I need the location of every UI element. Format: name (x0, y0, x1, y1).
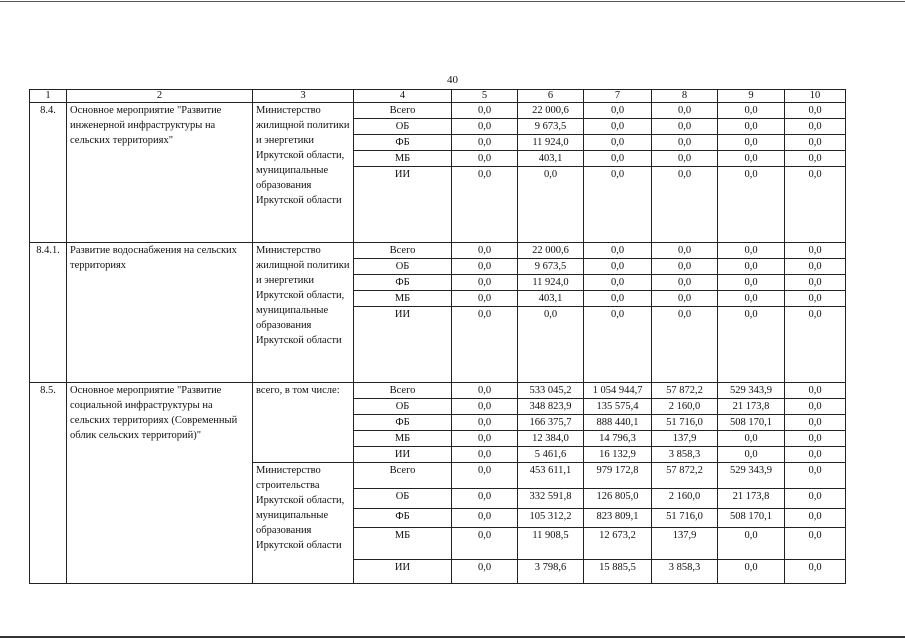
value-cell: 0,0 (584, 151, 652, 167)
value-cell: 0,0 (584, 259, 652, 275)
value-cell: 0,0 (584, 291, 652, 307)
value-cell: 0,0 (785, 463, 846, 489)
table-row (30, 103, 846, 119)
value-cell: 22 000,6 (518, 103, 584, 119)
value-cell: 0,0 (452, 103, 518, 119)
value-cell: 0,0 (785, 431, 846, 447)
value-cell: 51 716,0 (652, 415, 718, 431)
value-cell: 0,0 (652, 275, 718, 291)
value-cell: 137,9 (652, 528, 718, 560)
value-cell: 11 908,5 (518, 528, 584, 560)
value-cell: 0,0 (452, 167, 518, 243)
value-cell: 0,0 (718, 259, 785, 275)
value-cell: 135 575,4 (584, 399, 652, 415)
value-cell: 0,0 (584, 307, 652, 383)
column-header: 2 (67, 90, 253, 103)
value-cell: 0,0 (785, 119, 846, 135)
value-cell: 12 384,0 (518, 431, 584, 447)
value-cell: 0,0 (785, 151, 846, 167)
value-cell: 15 885,5 (584, 560, 652, 584)
value-cell: 0,0 (452, 119, 518, 135)
funding-source: Всего (354, 243, 452, 259)
value-cell: 0,0 (652, 135, 718, 151)
value-cell: 11 924,0 (518, 275, 584, 291)
value-cell: 0,0 (452, 243, 518, 259)
value-cell: 0,0 (452, 415, 518, 431)
value-cell: 2 160,0 (652, 399, 718, 415)
value-cell: 57 872,2 (652, 383, 718, 399)
page-number: 40 (447, 74, 458, 86)
value-cell: 0,0 (718, 151, 785, 167)
value-cell: 0,0 (452, 560, 518, 584)
value-cell: 508 170,1 (718, 415, 785, 431)
value-cell: 22 000,6 (518, 243, 584, 259)
funding-source: Всего (354, 103, 452, 119)
value-cell: 14 796,3 (584, 431, 652, 447)
value-cell: 0,0 (785, 167, 846, 243)
value-cell: 0,0 (652, 167, 718, 243)
value-cell: 0,0 (452, 399, 518, 415)
value-cell: 979 172,8 (584, 463, 652, 489)
value-cell: 5 461,6 (518, 447, 584, 463)
value-cell: 21 173,8 (718, 399, 785, 415)
value-cell: 0,0 (652, 243, 718, 259)
value-cell: 0,0 (652, 307, 718, 383)
value-cell: 0,0 (718, 103, 785, 119)
value-cell: 0,0 (452, 447, 518, 463)
section-code: 8.4.1. (30, 243, 67, 383)
column-header: 1 (30, 90, 67, 103)
funding-source: ОБ (354, 489, 452, 509)
value-cell: 0,0 (785, 399, 846, 415)
budget-table (29, 89, 846, 584)
value-cell: 403,1 (518, 291, 584, 307)
value-cell: 0,0 (584, 119, 652, 135)
value-cell: 0,0 (785, 509, 846, 528)
funding-source: ФБ (354, 135, 452, 151)
value-cell: 0,0 (785, 291, 846, 307)
value-cell: 0,0 (452, 383, 518, 399)
table-row (30, 383, 846, 399)
value-cell: 0,0 (452, 259, 518, 275)
value-cell: 529 343,9 (718, 383, 785, 399)
table-row (30, 243, 846, 259)
funding-source: ФБ (354, 415, 452, 431)
value-cell: 9 673,5 (518, 119, 584, 135)
value-cell: 529 343,9 (718, 463, 785, 489)
funding-source: ИИ (354, 447, 452, 463)
value-cell: 0,0 (718, 275, 785, 291)
funding-source: ИИ (354, 560, 452, 584)
value-cell: 0,0 (718, 167, 785, 243)
value-cell: 403,1 (518, 151, 584, 167)
value-cell: 57 872,2 (652, 463, 718, 489)
value-cell: 508 170,1 (718, 509, 785, 528)
value-cell: 0,0 (518, 307, 584, 383)
value-cell: 0,0 (785, 489, 846, 509)
value-cell: 51 716,0 (652, 509, 718, 528)
value-cell: 0,0 (452, 307, 518, 383)
section-code: 8.4. (30, 103, 67, 243)
value-cell: 453 611,1 (518, 463, 584, 489)
value-cell: 0,0 (452, 291, 518, 307)
value-cell: 126 805,0 (584, 489, 652, 509)
value-cell: 0,0 (785, 307, 846, 383)
value-cell: 0,0 (785, 135, 846, 151)
section-code: 8.5. (30, 383, 67, 584)
value-cell: 0,0 (452, 509, 518, 528)
section-name: Основное мероприятие "Развитие социальной инфраструктуры на сельских территориях (Современный облик сельских территорий)" (67, 383, 253, 584)
value-cell: 0,0 (785, 447, 846, 463)
funding-source: ОБ (354, 259, 452, 275)
value-cell: 0,0 (584, 243, 652, 259)
value-cell: 0,0 (718, 447, 785, 463)
value-cell: 0,0 (718, 135, 785, 151)
value-cell: 0,0 (584, 167, 652, 243)
funding-source: Всего (354, 383, 452, 399)
section-name: Основное мероприятие "Развитие инженерной инфраструктуры на сельских территориях" (67, 103, 253, 243)
funding-source: МБ (354, 528, 452, 560)
funding-source: ИИ (354, 307, 452, 383)
value-cell: 0,0 (652, 119, 718, 135)
scan-bottom-edge (0, 636, 905, 638)
value-cell: 3 858,3 (652, 447, 718, 463)
funding-source: МБ (354, 291, 452, 307)
value-cell: 166 375,7 (518, 415, 584, 431)
executor-cell: Министерство жилищной политики и энергетики Иркутской области, муниципальные образования Иркутской области (253, 243, 354, 383)
value-cell: 0,0 (785, 528, 846, 560)
value-cell: 823 809,1 (584, 509, 652, 528)
value-cell: 888 440,1 (584, 415, 652, 431)
funding-source: Всего (354, 463, 452, 489)
value-cell: 0,0 (652, 259, 718, 275)
funding-source: ФБ (354, 275, 452, 291)
value-cell: 0,0 (518, 167, 584, 243)
value-cell: 0,0 (718, 560, 785, 584)
table-header-row (30, 90, 846, 103)
value-cell: 0,0 (718, 528, 785, 560)
value-cell: 0,0 (452, 528, 518, 560)
value-cell: 105 312,2 (518, 509, 584, 528)
value-cell: 0,0 (785, 103, 846, 119)
value-cell: 0,0 (652, 291, 718, 307)
funding-source: ФБ (354, 509, 452, 528)
value-cell: 0,0 (452, 431, 518, 447)
value-cell: 332 591,8 (518, 489, 584, 509)
value-cell: 0,0 (652, 151, 718, 167)
value-cell: 0,0 (718, 119, 785, 135)
column-header: 6 (518, 90, 584, 103)
column-header: 7 (584, 90, 652, 103)
value-cell: 0,0 (452, 463, 518, 489)
column-header: 4 (354, 90, 452, 103)
value-cell: 3 798,6 (518, 560, 584, 584)
value-cell: 3 858,3 (652, 560, 718, 584)
funding-source: МБ (354, 151, 452, 167)
section-name: Развитие водоснабжения на сельских территориях (67, 243, 253, 383)
column-header: 5 (452, 90, 518, 103)
funding-source: ОБ (354, 399, 452, 415)
column-header: 9 (718, 90, 785, 103)
column-header: 8 (652, 90, 718, 103)
value-cell: 0,0 (785, 259, 846, 275)
value-cell: 0,0 (718, 307, 785, 383)
executor-cell: всего, в том числе: (253, 383, 354, 463)
value-cell: 0,0 (785, 243, 846, 259)
value-cell: 0,0 (718, 431, 785, 447)
value-cell: 533 045,2 (518, 383, 584, 399)
value-cell: 0,0 (584, 275, 652, 291)
value-cell: 0,0 (584, 135, 652, 151)
value-cell: 11 924,0 (518, 135, 584, 151)
value-cell: 9 673,5 (518, 259, 584, 275)
value-cell: 12 673,2 (584, 528, 652, 560)
value-cell: 0,0 (718, 243, 785, 259)
value-cell: 137,9 (652, 431, 718, 447)
funding-source: МБ (354, 431, 452, 447)
value-cell: 1 054 944,7 (584, 383, 652, 399)
value-cell: 2 160,0 (652, 489, 718, 509)
value-cell: 0,0 (452, 275, 518, 291)
executor-cell: Министерство жилищной политики и энергетики Иркутской области, муниципальные образования Иркутской области (253, 103, 354, 243)
value-cell: 0,0 (785, 383, 846, 399)
column-header: 10 (785, 90, 846, 103)
value-cell: 0,0 (452, 151, 518, 167)
value-cell: 0,0 (452, 135, 518, 151)
value-cell: 0,0 (785, 275, 846, 291)
value-cell: 0,0 (785, 415, 846, 431)
value-cell: 348 823,9 (518, 399, 584, 415)
column-header: 3 (253, 90, 354, 103)
value-cell: 0,0 (452, 489, 518, 509)
executor-cell: Министерство строительства Иркутской области, муниципальные образования Иркутской области (253, 463, 354, 584)
scan-top-edge (0, 1, 905, 2)
funding-source: ОБ (354, 119, 452, 135)
value-cell: 16 132,9 (584, 447, 652, 463)
value-cell: 0,0 (652, 103, 718, 119)
value-cell: 0,0 (584, 103, 652, 119)
value-cell: 21 173,8 (718, 489, 785, 509)
value-cell: 0,0 (785, 560, 846, 584)
funding-source: ИИ (354, 167, 452, 243)
value-cell: 0,0 (718, 291, 785, 307)
